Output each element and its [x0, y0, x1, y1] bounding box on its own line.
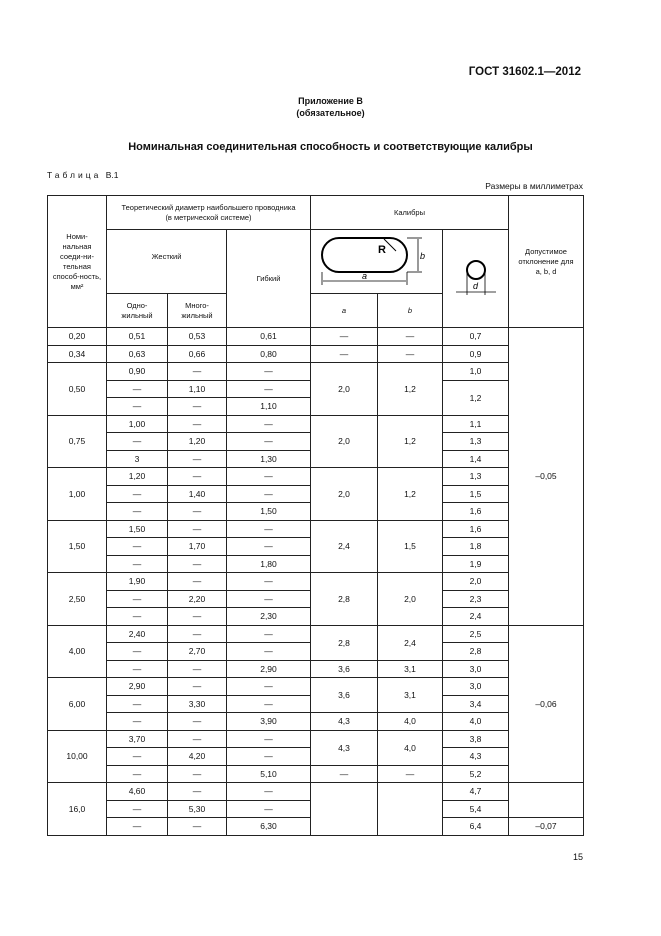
cell-single: 1,50: [107, 520, 168, 538]
cell-multi: —: [168, 468, 227, 486]
cell-multi: 1,20: [168, 433, 227, 451]
round-gauge-icon: [446, 249, 506, 309]
cell-single: —: [107, 765, 168, 783]
a-dim-label: a: [361, 270, 367, 281]
cell-multi: 5,30: [168, 800, 227, 818]
cell-b: 3,1: [378, 678, 443, 713]
cell-a: 4,3: [311, 730, 378, 765]
cell-b: —: [378, 765, 443, 783]
cell-d: 1,0: [443, 363, 509, 381]
cell-single: —: [107, 800, 168, 818]
table-row: [48, 328, 584, 346]
cell-multi: —: [168, 555, 227, 573]
cell-d: 1,6: [443, 520, 509, 538]
cell-single: —: [107, 538, 168, 556]
cell-multi: 0,53: [168, 328, 227, 346]
cell-single: 3: [107, 450, 168, 468]
cell-flexible: —: [227, 783, 311, 801]
cell-d: 2,8: [443, 643, 509, 661]
cell-flexible: —: [227, 520, 311, 538]
cell-single: —: [107, 695, 168, 713]
cell-d: 1,3: [443, 468, 509, 486]
table-row: [48, 783, 584, 801]
table-row: [48, 573, 584, 591]
cell-d: 0,7: [443, 328, 509, 346]
cell-single: 0,90: [107, 363, 168, 381]
cell-multi: 2,20: [168, 590, 227, 608]
col-nominal: Номи-нальная соеди-ни-тельная способ-ность, мм²: [48, 196, 107, 328]
slot-gauge-icon: [312, 231, 442, 293]
units-note: Размеры в миллиметрах: [485, 181, 583, 191]
cell-nominal: 4,00: [48, 625, 107, 678]
cell-single: 3,70: [107, 730, 168, 748]
cell-flexible: —: [227, 433, 311, 451]
table-row: [48, 345, 584, 363]
cell-b: —: [378, 345, 443, 363]
cell-multi: 2,70: [168, 643, 227, 661]
cell-flexible: —: [227, 468, 311, 486]
cell-d: 4,3: [443, 748, 509, 766]
cell-single: —: [107, 398, 168, 416]
cell-flexible: —: [227, 380, 311, 398]
cell-multi: —: [168, 660, 227, 678]
cell-d: 4,7: [443, 783, 509, 801]
round-gauge-drawing: [443, 230, 509, 328]
cell-b: 2,0: [378, 573, 443, 626]
cell-a: 2,0: [311, 363, 378, 416]
table-row: [48, 678, 584, 696]
cell-flexible: 2,90: [227, 660, 311, 678]
col-single-core: Одно-жильный: [107, 294, 168, 328]
cell-d: 3,0: [443, 660, 509, 678]
annex-heading: [0, 95, 661, 119]
cell-single: —: [107, 748, 168, 766]
cell-a: 4,3: [311, 713, 378, 731]
cell-multi: —: [168, 520, 227, 538]
cell-flexible: 0,61: [227, 328, 311, 346]
cell-nominal: 2,50: [48, 573, 107, 626]
slot-gauge-drawing: [311, 230, 443, 294]
cell-flexible: —: [227, 800, 311, 818]
cell-flexible: —: [227, 573, 311, 591]
cell-d: 1,8: [443, 538, 509, 556]
cell-single: —: [107, 433, 168, 451]
col-a: a: [311, 294, 378, 328]
radius-label: R: [377, 243, 386, 256]
cell-single: —: [107, 503, 168, 521]
table-caption: [47, 170, 118, 180]
cell-flexible: —: [227, 538, 311, 556]
table-row: [48, 713, 584, 731]
cell-d: 1,3: [443, 433, 509, 451]
cell-single: —: [107, 608, 168, 626]
cell-single: —: [107, 713, 168, 731]
cell-nominal: 0,34: [48, 345, 107, 363]
cell-single: 0,63: [107, 345, 168, 363]
annex-title: Приложение В: [298, 96, 363, 106]
cell-multi: —: [168, 415, 227, 433]
cell-multi: 4,20: [168, 748, 227, 766]
cell-multi: —: [168, 573, 227, 591]
cell-d: 2,5: [443, 625, 509, 643]
gauges-table: [47, 195, 584, 836]
cell-d: 5,2: [443, 765, 509, 783]
cell-flexible: 3,90: [227, 713, 311, 731]
cell-d: 2,0: [443, 573, 509, 591]
cell-single: —: [107, 555, 168, 573]
cell-a: 2,0: [311, 415, 378, 468]
cell-d: 1,1: [443, 415, 509, 433]
cell-single: 1,20: [107, 468, 168, 486]
cell-b: 4,0: [378, 730, 443, 765]
cell-single: —: [107, 660, 168, 678]
cell-a: —: [311, 345, 378, 363]
cell-multi: —: [168, 363, 227, 381]
cell-flexible: 2,30: [227, 608, 311, 626]
cell-b: [378, 783, 443, 836]
cell-flexible: —: [227, 748, 311, 766]
cell-a: —: [311, 765, 378, 783]
table-row: [48, 765, 584, 783]
cell-multi: —: [168, 398, 227, 416]
cell-multi: 1,40: [168, 485, 227, 503]
cell-flexible: 1,50: [227, 503, 311, 521]
d-dim-label: d: [472, 280, 478, 291]
cell-a: 3,6: [311, 678, 378, 713]
cell-flexible: 5,10: [227, 765, 311, 783]
table-row: [48, 520, 584, 538]
cell-multi: —: [168, 818, 227, 836]
cell-d: 5,4: [443, 800, 509, 818]
cell-single: 0,51: [107, 328, 168, 346]
table-caption-word: Таблица: [47, 170, 102, 180]
cell-flexible: —: [227, 730, 311, 748]
cell-flexible: —: [227, 415, 311, 433]
cell-flexible: —: [227, 590, 311, 608]
cell-nominal: 10,00: [48, 730, 107, 783]
table-row: [48, 415, 584, 433]
cell-single: 1,90: [107, 573, 168, 591]
cell-multi: —: [168, 713, 227, 731]
cell-flexible: —: [227, 643, 311, 661]
cell-flexible: 1,30: [227, 450, 311, 468]
cell-d: 1,4: [443, 450, 509, 468]
cell-nominal: 0,20: [48, 328, 107, 346]
cell-single: —: [107, 380, 168, 398]
col-gauges: Калибры: [311, 196, 509, 230]
cell-a: 2,8: [311, 573, 378, 626]
cell-flexible: 1,10: [227, 398, 311, 416]
cell-multi: —: [168, 608, 227, 626]
cell-a: [311, 783, 378, 836]
cell-single: 2,40: [107, 625, 168, 643]
cell-nominal: 1,50: [48, 520, 107, 573]
table-row: [48, 660, 584, 678]
cell-multi: —: [168, 783, 227, 801]
table-body: [48, 328, 584, 836]
cell-a: 2,4: [311, 520, 378, 573]
cell-a: 3,6: [311, 660, 378, 678]
cell-nominal: 0,75: [48, 415, 107, 468]
col-flexible: Гибкий: [227, 230, 311, 328]
cell-d: 3,4: [443, 695, 509, 713]
cell-multi: 0,66: [168, 345, 227, 363]
cell-flexible: 1,80: [227, 555, 311, 573]
cell-multi: —: [168, 450, 227, 468]
cell-flexible: 6,30: [227, 818, 311, 836]
cell-multi: —: [168, 625, 227, 643]
b-dim-label: b: [419, 250, 425, 261]
cell-flexible: 0,80: [227, 345, 311, 363]
cell-d: 3,0: [443, 678, 509, 696]
cell-multi: 3,30: [168, 695, 227, 713]
cell-b: —: [378, 328, 443, 346]
cell-multi: 1,70: [168, 538, 227, 556]
cell-single: 1,00: [107, 415, 168, 433]
cell-flexible: —: [227, 678, 311, 696]
cell-flexible: —: [227, 363, 311, 381]
cell-multi: 1,10: [168, 380, 227, 398]
cell-b: 1,2: [378, 363, 443, 416]
col-tolerance: Допустимое отклонение для a, b, d: [509, 196, 584, 328]
cell-tolerance-empty: [509, 783, 584, 818]
cell-d: 1,2: [443, 380, 509, 415]
cell-d: 1,6: [443, 503, 509, 521]
cell-single: —: [107, 590, 168, 608]
cell-multi: —: [168, 503, 227, 521]
cell-b: 4,0: [378, 713, 443, 731]
cell-a: —: [311, 328, 378, 346]
cell-d: 1,9: [443, 555, 509, 573]
col-multi-core: Много-жильный: [168, 294, 227, 328]
annex-status: (обязательное): [296, 108, 365, 118]
table-row: [48, 468, 584, 486]
cell-b: 1,2: [378, 468, 443, 521]
cell-a: 2,0: [311, 468, 378, 521]
page-number: 15: [572, 852, 583, 862]
cell-single: 2,90: [107, 678, 168, 696]
cell-flexible: —: [227, 695, 311, 713]
cell-d: 3,8: [443, 730, 509, 748]
cell-flexible: —: [227, 485, 311, 503]
cell-multi: —: [168, 678, 227, 696]
cell-nominal: 0,50: [48, 363, 107, 416]
table-row: [48, 363, 584, 381]
table-caption-number: В.1: [105, 170, 119, 180]
cell-d: 1,5: [443, 485, 509, 503]
col-b: b: [378, 294, 443, 328]
cell-nominal: 1,00: [48, 468, 107, 521]
cell-d: 2,3: [443, 590, 509, 608]
page-title: Номинальная соединительная способность и соответствующие калибры: [128, 141, 533, 153]
col-theoretical: Теоретический диаметр наибольшего проводника (в метрической системе): [107, 196, 311, 230]
cell-multi: —: [168, 730, 227, 748]
col-rigid: Жесткий: [107, 230, 227, 294]
cell-single: —: [107, 818, 168, 836]
cell-single: —: [107, 485, 168, 503]
cell-b: 1,2: [378, 415, 443, 468]
cell-flexible: —: [227, 625, 311, 643]
cell-b: 1,5: [378, 520, 443, 573]
table-row: [48, 730, 584, 748]
cell-multi: —: [168, 765, 227, 783]
cell-d: 2,4: [443, 608, 509, 626]
cell-single: —: [107, 643, 168, 661]
cell-d: 6,4: [443, 818, 509, 836]
cell-single: 4,60: [107, 783, 168, 801]
table-row: [48, 625, 584, 643]
cell-tolerance: –0,05: [509, 328, 584, 626]
cell-d: 4,0: [443, 713, 509, 731]
standard-number: ГОСТ 31602.1—2012: [468, 66, 581, 78]
cell-nominal: 6,00: [48, 678, 107, 731]
cell-a: 2,8: [311, 625, 378, 660]
cell-b: 2,4: [378, 625, 443, 660]
cell-tolerance: –0,06: [509, 625, 584, 783]
cell-nominal: 16,0: [48, 783, 107, 836]
cell-d: 0,9: [443, 345, 509, 363]
cell-b: 3,1: [378, 660, 443, 678]
cell-tolerance: –0,07: [509, 818, 584, 836]
